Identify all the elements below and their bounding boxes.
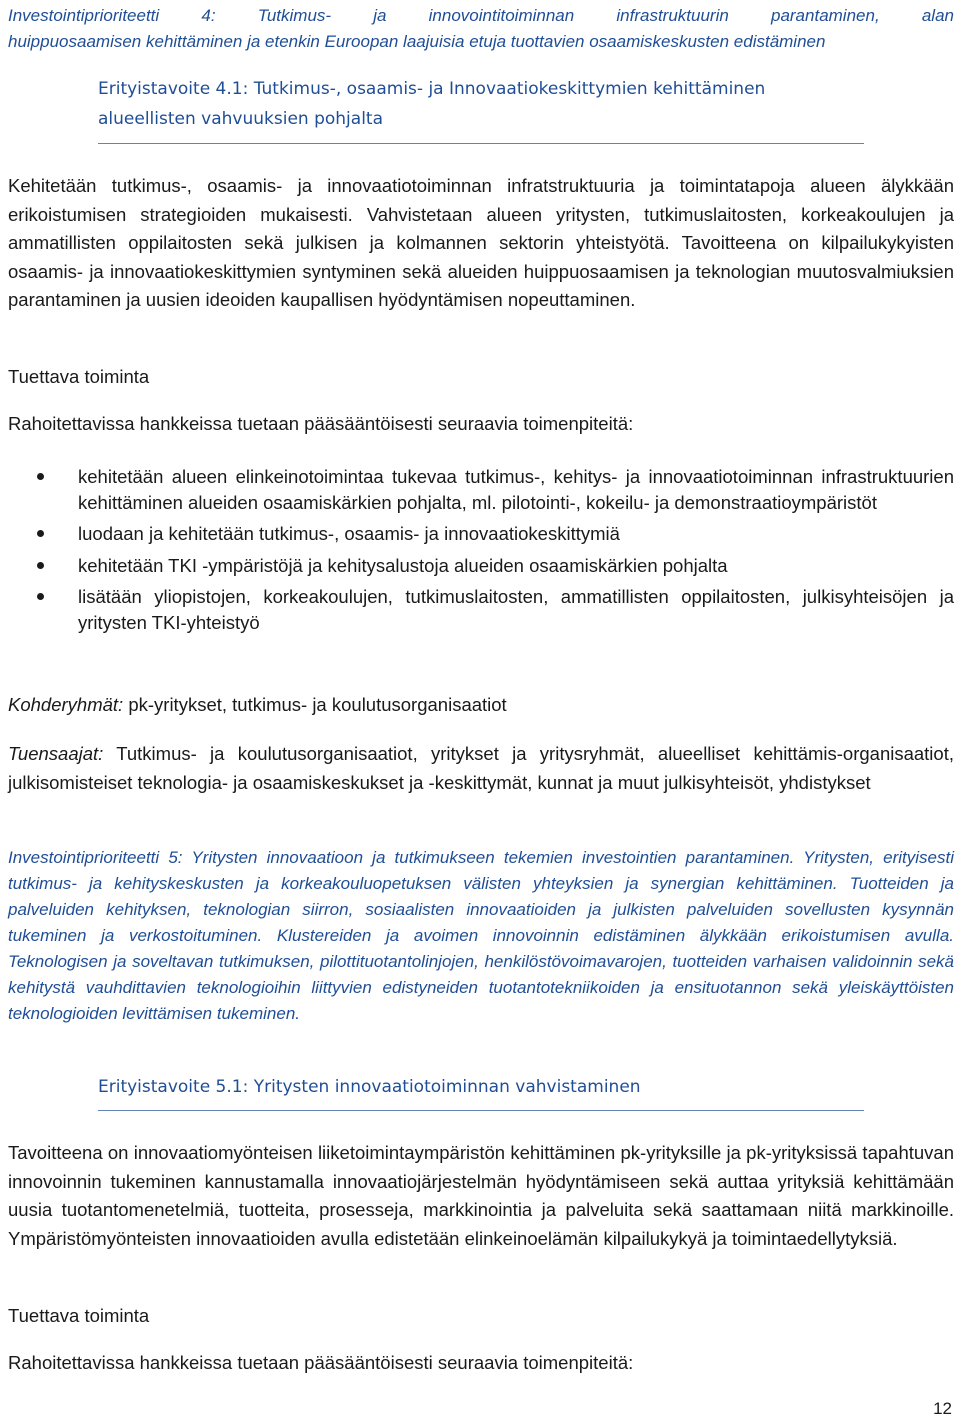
priority-4-heading [8, 3, 954, 55]
list-item [8, 464, 954, 515]
objective-5-1-heading: Erityistavoite 5.1: Yritysten innovaatiotoiminnan vahvistaminen [98, 1077, 641, 1097]
target-groups [8, 691, 954, 720]
objective-4-1-heading [98, 74, 868, 134]
list-item-text: kehitetään TKI -ympäristöjä ja kehitysalustoja alueiden osaamiskärkien pohjalta [78, 554, 728, 576]
bullet-icon [37, 530, 44, 537]
supported-activity-label-2: Tuettava toiminta [8, 1305, 150, 1326]
list-item-text: kehitetään alueen elinkeinotoimintaa tukevaa tutkimus-, kehitys- ja innovaatiotoiminnan infrastruktuurien kehittäminen alueiden osaamiskärkien pohjalta, ml. pilotointi-, kokeilu- ja demonstraatioympäristöt [78, 466, 954, 513]
supported-activity-label-1: Tuettava toiminta [8, 366, 150, 387]
bullet-icon [37, 593, 44, 600]
target-groups-value: pk-yritykset, tutkimus- ja koulutusorganisaatiot [123, 694, 507, 715]
priority-4-line-1: Investointiprioriteetti 4: Tutkimus- ja innovointitoiminnan infrastruktuurin parantaminen, alan [8, 6, 954, 25]
objective-5-1-rule [98, 1110, 864, 1111]
paragraph-objective-4-1: Kehitetään tutkimus-, osaamis- ja innovaatiotoiminnan infratstruktuuria ja toimintatapoja alueen älykkään erikoistumisen strategioiden mukaisesti. Vahvistetaan alueen yritysten, tutkimuslaitosten, korkeakoulujen ja ammatillisten oppilaitosten sekä julkisen ja kolmannen sektorin yhteistyötä. Tavoitteena on kilpailukykyisten osaamis- ja innovaatiokeskittymien syntyminen sekä alueiden huippuosaamisen ja teknologian muutosvalmiuksien parantaminen ja uusien ideoiden kaupallisen hyödyntämisen nopeuttaminen. [8, 175, 954, 310]
objective-4-1-rule [98, 143, 864, 144]
bullet-icon [37, 473, 44, 480]
priority-4-line-2: huippuosaamisen kehittäminen ja etenkin Euroopan laajuisia etuja tuottavien osaamiskeskusten edistäminen [8, 32, 826, 51]
objective-4-1-line-1: Erityistavoite 4.1: Tutkimus-, osaamis- ja Innovaatiokeskittymien kehittäminen [98, 79, 766, 99]
supported-activity-intro-2: Rahoitettavissa hankkeissa tuetaan pääsääntöisesti seuraavia toimenpiteitä: [8, 1352, 634, 1373]
beneficiaries [8, 740, 954, 797]
paragraph-objective-5-1: Tavoitteena on innovaatiomyönteisen liiketoimintaympäristön kehittäminen pk-yrityksille ja pk-yrityksissä tapahtuvan innovoinnin tukeminen kannustamalla innovaatiojärjestelmän hyödyntämiseen sekä auttaa yrityksiä kehittämään uusia tuotantomenetelmiä, tuotteita, prosesseja, markkinointia ja palveluita sekä saattamaan niitä markkinoille. Ympäristömyönteisten innovaatioiden avulla edistetään elinkeinoelämän kilpailukykyä ja toimintaedellytyksiä. [8, 1142, 954, 1249]
beneficiaries-value: Tutkimus- ja koulutusorganisaatiot, yritykset ja yritysryhmät, alueelliset kehittämis-organisaatiot, julkisomisteiset teknologia- ja osaamiskeskukset ja -keskittymät, kunnat ja muut julkisyhteisöt, yhdistykset [8, 743, 954, 793]
target-groups-label: Kohderyhmät: [8, 694, 124, 715]
objective-4-1-line-2: alueellisten vahvuuksien pohjalta [98, 109, 383, 129]
list-item-text: luodaan ja kehitetään tutkimus-, osaamis- ja innovaatiokeskittymiä [78, 523, 620, 544]
bullet-icon [37, 562, 44, 569]
supported-activity-intro-1: Rahoitettavissa hankkeissa tuetaan pääsääntöisesti seuraavia toimenpiteitä: [8, 413, 634, 434]
page-number: 12 [933, 1399, 952, 1418]
priority-5-heading: Investointiprioriteetti 5: Yritysten innovaatioon ja tutkimukseen tekemien investointien parantaminen. Yritysten, erityisesti tutkimus- ja kehityskeskusten ja korkeakouluopetuksen välisten yhteyksien ja synergian kehittäminen. Tuotteiden ja palveluiden kehityksen, teknologian siirron, sosiaalisten innovaatioiden ja julkisten palveluiden sovellusten kysynnän tukeminen ja verkostoituminen. Klustereiden ja avoimen innovoinnin edistäminen älykkään erikoistumisen avulla. Teknologisen ja soveltavan tutkimuksen, pilottituotantolinjojen, henkilöstövoimavarojen, tuotteiden varhaisen validoinnin sekä kehitystä vauhdittavien teknologioihin liittyvien edistyneiden tuotantotekniikoiden ja ensituotannon sekä yleiskäyttöisten teknologioiden levittämisen tukeminen. [8, 848, 954, 1023]
measures-list [8, 464, 954, 641]
list-item [8, 553, 954, 579]
list-item [8, 521, 954, 547]
list-item [8, 584, 954, 635]
list-item-text: lisätään yliopistojen, korkeakoulujen, tutkimuslaitosten, ammatillisten oppilaitosten, julkisyhteisöjen ja yritysten TKI-yhteistyö [78, 586, 954, 633]
beneficiaries-label: Tuensaajat: [8, 743, 104, 764]
